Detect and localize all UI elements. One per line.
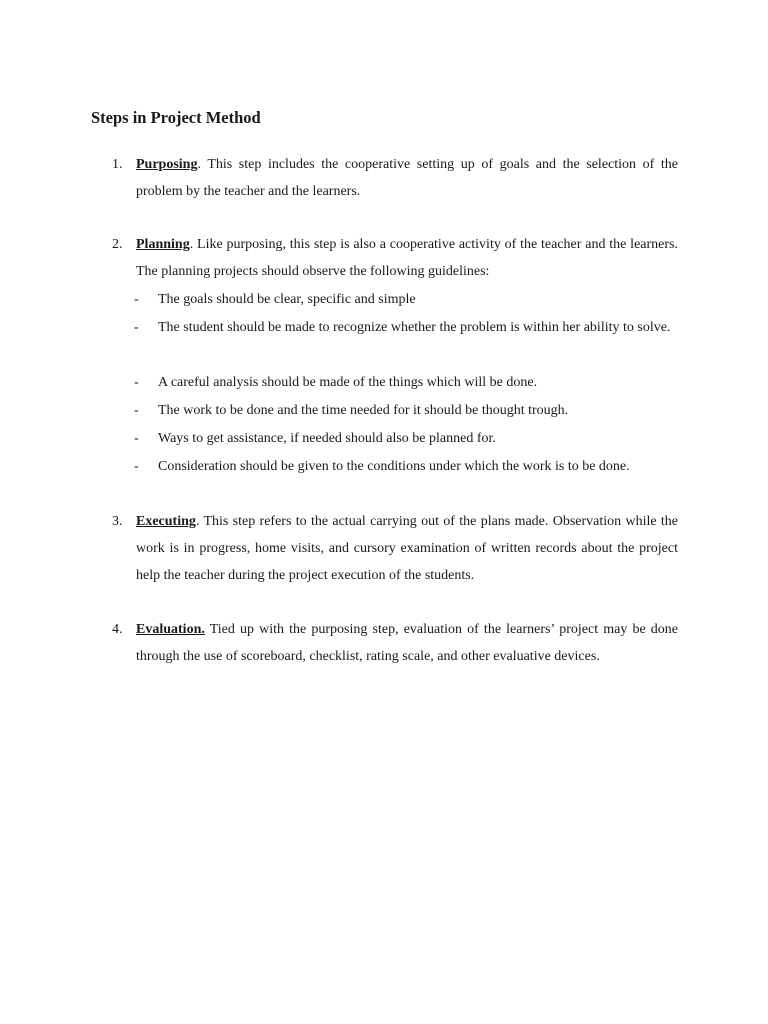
bullet-dash: - xyxy=(134,375,139,390)
bullet-dash: - xyxy=(134,403,139,418)
guideline-text: A careful analysis should be made of the things which will be done. xyxy=(158,375,538,390)
step-number: 4. xyxy=(112,622,123,637)
step-text xyxy=(136,616,678,670)
bullet-dash: - xyxy=(134,292,139,307)
step-term-punct: . xyxy=(189,237,194,252)
guideline-item xyxy=(134,425,678,452)
step-number: 1. xyxy=(112,157,123,172)
step-term-punct: . xyxy=(195,514,200,529)
step-term: Evaluation. xyxy=(136,622,205,637)
step-executing xyxy=(112,508,678,589)
guideline-item xyxy=(134,453,678,480)
bullet-dash: - xyxy=(134,320,139,335)
bullet-dash: - xyxy=(134,431,139,446)
step-number: 3. xyxy=(112,514,123,529)
guideline-text: The goals should be clear, specific and simple xyxy=(158,292,416,307)
step-text xyxy=(136,508,678,589)
step-term-punct: . xyxy=(197,157,201,172)
guideline-item xyxy=(134,397,678,424)
step-description: This step refers to the actual carrying out of the plans made. Observation while the work is in progress, home visits, and cursory examination of written records about the project help the teacher during the project execution of the students. xyxy=(136,514,678,583)
document-heading: Steps in Project Method xyxy=(91,108,261,127)
bullet-dash: - xyxy=(134,459,139,474)
step-term: Purposing xyxy=(136,157,198,172)
step-purposing xyxy=(112,151,678,205)
step-term: Planning xyxy=(136,237,190,252)
step-term: Executing xyxy=(136,514,196,529)
guideline-item xyxy=(134,314,678,341)
guideline-text: The student should be made to recognize whether the problem is within her ability to solve. xyxy=(158,320,671,335)
guideline-item xyxy=(134,286,678,313)
step-planning xyxy=(112,231,678,285)
step-evaluation xyxy=(112,616,678,670)
guideline-text: The work to be done and the time needed for it should be thought trough. xyxy=(158,403,569,418)
guideline-text: Consideration should be given to the conditions under which the work is to be done. xyxy=(158,459,630,474)
guideline-item xyxy=(134,369,678,396)
guideline-text: Ways to get assistance, if needed should also be planned for. xyxy=(158,431,496,446)
step-text xyxy=(136,151,678,205)
step-description: Like purposing, this step is also a cooperative activity of the teacher and the learners. The planning projects should observe the following guidelines: xyxy=(136,237,678,279)
step-description: This step includes the cooperative setting up of goals and the selection of the problem by the teacher and the learners. xyxy=(136,157,678,199)
step-description: Tied up with the purposing step, evaluation of the learners’ project may be done through the use of scoreboard, checklist, rating scale, and other evaluative devices. xyxy=(136,622,678,664)
step-number: 2. xyxy=(112,237,123,252)
step-text xyxy=(136,231,678,285)
